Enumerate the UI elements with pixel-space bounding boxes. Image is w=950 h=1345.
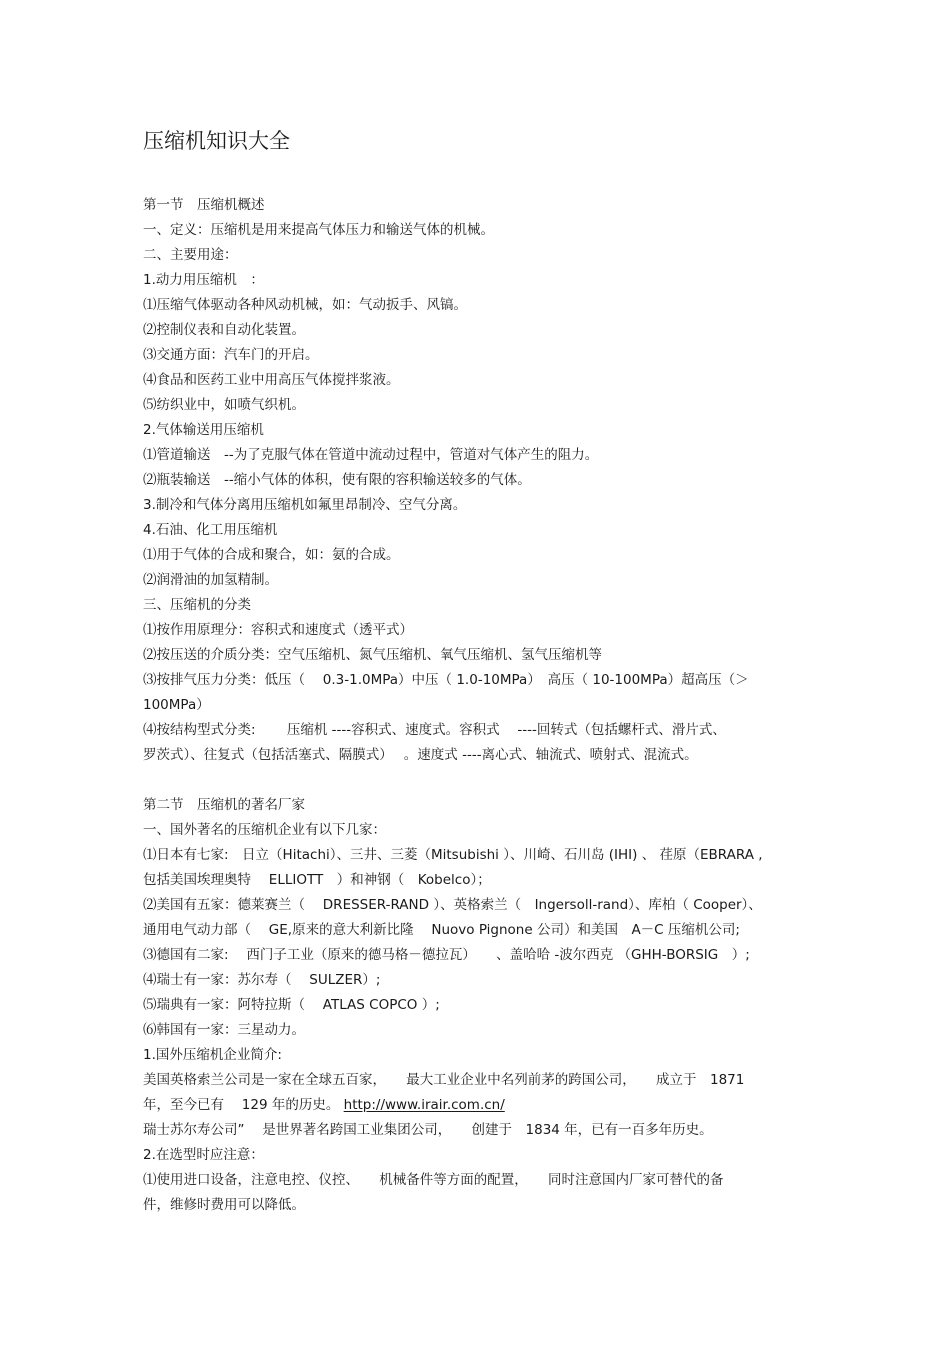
text-line: 4.石油、化工用压缩机 xyxy=(143,522,278,538)
text-line: 1.动力用压缩机 ： xyxy=(143,272,264,288)
text-line: 一、定义：压缩机是用来提高气体压力和输送气体的机械。 xyxy=(143,222,494,238)
text-line: 2.气体输送用压缩机 xyxy=(143,422,264,438)
text-line: 三、压缩机的分类 xyxy=(143,597,251,613)
text-line: ⑴日本有七家: 日立（Hitachi）、三井、三菱（Mitsubishi ）、川崎、石川岛 (IHI) 、 荏原（EBRARA , xyxy=(143,847,763,863)
text-line: ⑵控制仪表和自动化装置。 xyxy=(143,322,305,338)
text-line: ⑴压缩气体驱动各种风动机械，如：气动扳手、风镐。 xyxy=(143,297,467,313)
text-line: 件，维修时费用可以降低。 xyxy=(143,1197,305,1213)
text-line: ⑷按结构型式分类: 压缩机 ----容积式、速度式。容积式 ----回转式（包括螺杆式、滑片式、 xyxy=(143,722,726,738)
text-line: ⑷食品和医药工业中用高压气体搅拌浆液。 xyxy=(143,372,400,388)
text-line: ⑶德国有二家: 西门子工业（原来的德马格－德拉瓦） 、盖哈哈 -波尔西克 （GHH-BORSIG ）; xyxy=(143,947,750,963)
document-body xyxy=(143,193,808,1218)
history-text: 年，至今已有 129 年的历史。 xyxy=(143,1097,340,1113)
text-line: 二、主要用途： xyxy=(143,247,238,263)
text-line: 通用电气动力部（ GE,原来的意大利新比隆 Nuovo Pignone 公司）和美国 A－C 压缩机公司; xyxy=(143,922,740,938)
text-line: 罗茨式）、往复式（包括活塞式、隔膜式） 。速度式 ----离心式、轴流式、喷射式、混流式。 xyxy=(143,747,698,763)
text-line: 3.制冷和气体分离用压缩机如氟里昂制冷、空气分离。 xyxy=(143,497,467,513)
text-line: ⑴管道输送 --为了克服气体在管道中流动过程中，管道对气体产生的阻力。 xyxy=(143,447,599,463)
section-heading: 第一节 压缩机概述 xyxy=(143,197,265,213)
text-line: 一、国外著名的压缩机企业有以下几家： xyxy=(143,822,386,838)
text-line: ⑶交通方面：汽车门的开启。 xyxy=(143,347,319,363)
text-line: ⑹韩国有一家：三星动力。 xyxy=(143,1022,305,1038)
text-line: ⑵润滑油的加氢精制。 xyxy=(143,572,278,588)
text-line: 1.国外压缩机企业简介: xyxy=(143,1047,282,1063)
text-line: ⑸瑞典有一家：阿特拉斯（ ATLAS COPCO ）; xyxy=(143,997,440,1013)
history-line xyxy=(143,1093,808,1118)
text-line: 美国英格索兰公司是一家在全球五百家， 最大工业企业中名列前茅的跨国公司， 成立于 1871 xyxy=(143,1072,745,1088)
text-line: ⑶按排气压力分类：低压（ 0.3-1.0MPa）中压（ 1.0-10MPa） 高压（ 10-100MPa）超高压（＞ xyxy=(143,672,749,688)
section-heading: 第二节 压缩机的著名厂家 xyxy=(143,797,305,813)
text-line: 100MPa） xyxy=(143,697,210,713)
text-line: ⑸纺织业中，如喷气织机。 xyxy=(143,397,305,413)
company-website-link[interactable]: http://www.irair.com.cn/ xyxy=(343,1097,505,1113)
text-line: ⑵瓶装输送 --缩小气体的体积，使有限的容积输送较多的气体。 xyxy=(143,472,531,488)
text-line: ⑴使用进口设备，注意电控、仪控、 机械备件等方面的配置， 同时注意国内厂家可替代的备 xyxy=(143,1172,724,1188)
text-line: ⑵美国有五家：德莱赛兰（ DRESSER-RAND ）、英格索兰（ Ingersoll-rand）、库柏（ Cooper）、 xyxy=(143,897,762,913)
document-title: 压缩机知识大全 xyxy=(143,129,290,153)
text-line: 瑞士苏尔寿公司” 是世界著名跨国工业集团公司， 创建于 1834 年，已有一百多年历史。 xyxy=(143,1122,713,1138)
text-line: 包括美国埃理奥特 ELLIOTT ）和神钢（ Kobelco）； xyxy=(143,872,491,888)
section-spacer xyxy=(143,768,808,793)
text-line: ⑵按压送的介质分类：空气压缩机、氮气压缩机、氧气压缩机、氢气压缩机等 xyxy=(143,647,602,663)
text-line: 2.在选型时应注意： xyxy=(143,1147,264,1163)
text-line: ⑴按作用原理分：容积式和速度式（透平式） xyxy=(143,622,413,638)
text-line: ⑴用于气体的合成和聚合，如：氨的合成。 xyxy=(143,547,400,563)
text-line: ⑷瑞士有一家：苏尔寿（ SULZER）; xyxy=(143,972,381,988)
